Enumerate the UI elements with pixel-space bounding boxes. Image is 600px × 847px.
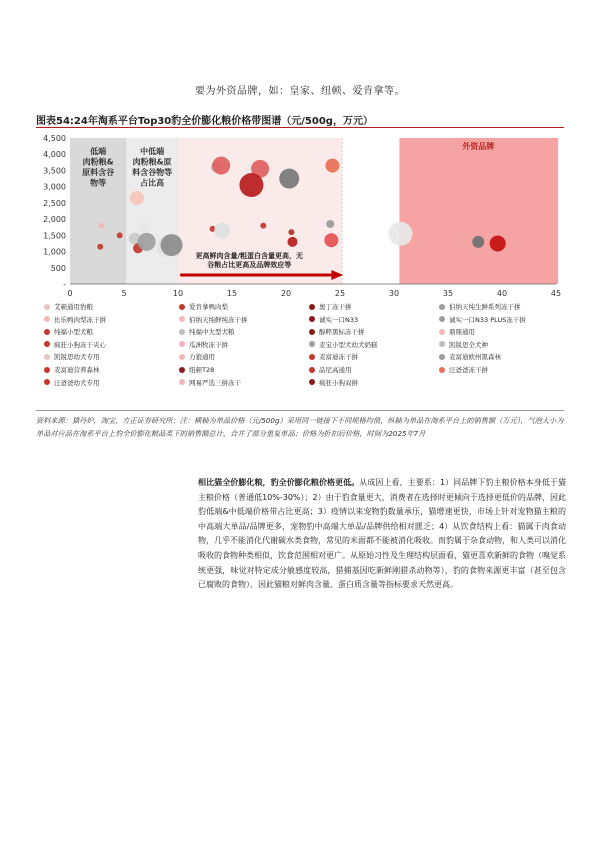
x-tick-label: 20 bbox=[280, 289, 292, 298]
bubble-point bbox=[279, 169, 299, 189]
body-text: 从成因上看，主要系：1）同品牌下豹主粮价格本身低于猫主粮价格（普通低10%-30%）；2）由于豹食量更大，消费者在选择时更倾向于选择更低价的品牌，因此豹低端&中低端价格带占比更高；3）疫情以来宠物豹数量承压，猫增速更快，市场上针对宠物猫主粮的中高端大单品/品牌更多，宠物豹中高端大单品/品牌供给相对匮乏；4）从饮食结构上看：猫属于肉食动物，几乎不能消化代谢碳水类食物，常见的米面都不能被消化吸收。而豹属于杂食动物，和人类可以消化吸收的食物种类相似，饮食范围相对更广。从原始习性及生理结构层面看，猫更喜欢新鲜的食物（嗅觉系统更强，味觉对特定成分敏感度较高，猎捕基因吃新鲜刚猎杀动物等），豹的食物来源更丰富（甚至包含已腐败的食物）。因此猫粮对鲜肉含量、蛋白质含量等指标要求天然更高。 bbox=[198, 478, 566, 590]
x-tick-label: 30 bbox=[388, 289, 400, 298]
x-tick-label: 40 bbox=[496, 289, 508, 298]
bubble-point bbox=[288, 229, 294, 235]
source-rule bbox=[36, 410, 564, 411]
legend-swatch bbox=[309, 316, 315, 322]
legend-item bbox=[179, 340, 228, 349]
bubble-point bbox=[98, 223, 104, 229]
legend-item bbox=[179, 352, 215, 361]
legend-swatch bbox=[309, 379, 315, 385]
legend-swatch bbox=[309, 329, 315, 335]
y-tick-label: 2,500 bbox=[43, 198, 66, 208]
bubble-point bbox=[138, 222, 148, 232]
legend-item bbox=[179, 365, 214, 374]
legend-item bbox=[44, 378, 100, 387]
bubble-point bbox=[325, 159, 339, 173]
x-tick-label: 35 bbox=[442, 289, 454, 298]
legend-label: 麦富迪冻干拼 bbox=[319, 353, 358, 362]
legend-swatch bbox=[309, 367, 315, 373]
legend-item bbox=[439, 340, 488, 349]
legend-label: 汪爸爸冻干拼 bbox=[449, 366, 488, 374]
legend-item bbox=[439, 315, 526, 324]
legend-item bbox=[44, 352, 100, 361]
legend-swatch bbox=[439, 341, 445, 347]
legend-label: 汪爸爸幼犬专用 bbox=[54, 378, 100, 387]
legend-label: 伯纳天纯生鲜系列冻干拼 bbox=[449, 303, 521, 311]
legend-label: 爱肯拿鸭肉梨 bbox=[189, 303, 228, 311]
legend-swatch bbox=[179, 304, 185, 310]
legend-label: 品尼高通用 bbox=[319, 366, 352, 374]
legend-item bbox=[309, 340, 378, 349]
source-note: 资料来源：猫丹炉，淘宝，方正证券研究所；注：横轴为单品价格（元/500g）采用同一链接下不同规格均值，纵轴为单品在淘系平台上的销售额（万元），气泡大小为单品对应品在淘系平台上豹全价膨化粮品类下的销售额总计，合并了部分重复单品；价格为折扣后价格，时间为2025年7月 bbox=[36, 416, 564, 438]
legend-item bbox=[439, 302, 521, 311]
legend-swatch bbox=[44, 329, 50, 335]
legend-label: 疯狂小狗冻干夹心 bbox=[54, 340, 106, 349]
legend-swatch bbox=[179, 316, 185, 322]
legend-item bbox=[44, 340, 106, 349]
bubble-point bbox=[130, 191, 144, 205]
bubble-point bbox=[388, 222, 412, 246]
legend-swatch bbox=[439, 367, 445, 373]
figure-title-rule bbox=[36, 127, 564, 128]
bubble-point bbox=[324, 233, 338, 247]
y-tick-label: 1,000 bbox=[43, 247, 66, 257]
bubble-point bbox=[212, 157, 230, 175]
legend-label: 凯锐思幼犬专用 bbox=[54, 353, 100, 362]
legend-swatch bbox=[309, 354, 315, 360]
legend-item bbox=[179, 315, 248, 324]
y-tick-label: 1,500 bbox=[43, 231, 66, 241]
legend-swatch bbox=[44, 367, 50, 373]
body-lead: 相比猫全价膨化粮，豹全价膨化粮价格更低。 bbox=[198, 478, 360, 487]
x-tick-label: 45 bbox=[550, 289, 562, 298]
y-tick-label: 4,500 bbox=[43, 134, 66, 143]
legend-item bbox=[179, 327, 235, 336]
legend-item bbox=[309, 378, 358, 387]
legend-swatch bbox=[44, 304, 50, 310]
legend-swatch bbox=[179, 367, 185, 373]
legend-item bbox=[309, 327, 365, 336]
legend-item bbox=[309, 365, 352, 374]
y-tick-label: - bbox=[63, 280, 66, 289]
legend-label: 奥丁冻干拼 bbox=[319, 303, 352, 311]
legend-swatch bbox=[309, 341, 315, 347]
bubble-point bbox=[214, 222, 230, 238]
legend-item bbox=[309, 315, 358, 324]
bubble-point bbox=[287, 237, 297, 247]
legend-swatch bbox=[439, 329, 445, 335]
legend-item bbox=[179, 302, 228, 311]
legend-item bbox=[44, 365, 100, 374]
intro-line: 要为外资品牌，如：皇家、纽顿、爱肯拿等。 bbox=[195, 86, 405, 97]
x-tick-label: 15 bbox=[226, 289, 238, 298]
legend-swatch bbox=[44, 379, 50, 385]
legend-label: 麦富迪营养森林 bbox=[54, 366, 100, 374]
bubble-chart bbox=[36, 130, 566, 300]
bubble-point bbox=[138, 233, 156, 251]
legend-swatch bbox=[439, 354, 445, 360]
legend-swatch bbox=[44, 341, 50, 347]
region-label-1: 中低端肉粉粮&原料含谷物等占比高 bbox=[132, 147, 173, 188]
bubble-point bbox=[239, 173, 263, 197]
x-tick-label: 5 bbox=[121, 289, 127, 298]
legend-swatch bbox=[44, 316, 50, 322]
y-tick-label: 2,000 bbox=[43, 215, 66, 225]
legend-item bbox=[309, 302, 352, 311]
figure-title: 图表54:24年淘系平台Top30豹全价膨化粮价格带图谱（元/500g，万元） bbox=[36, 116, 373, 127]
y-tick-label: 500 bbox=[50, 263, 66, 273]
y-tick-label: 3,000 bbox=[43, 182, 66, 192]
y-tick-label: 3,500 bbox=[43, 166, 66, 176]
legend-label: 麦宝小型犬幼犬奶糕 bbox=[319, 340, 378, 349]
legend-item bbox=[179, 378, 241, 387]
legend-swatch bbox=[439, 304, 445, 310]
legend-swatch bbox=[179, 379, 185, 385]
bubble-point bbox=[260, 223, 266, 229]
bubble-point bbox=[161, 234, 183, 256]
legend-swatch bbox=[179, 341, 185, 347]
bubble-point bbox=[472, 236, 484, 248]
legend-swatch bbox=[439, 316, 445, 322]
legend-swatch bbox=[44, 354, 50, 360]
legend-item bbox=[439, 365, 488, 374]
bubble-point bbox=[326, 220, 334, 228]
legend-label: 纽顿T28 bbox=[189, 366, 215, 374]
legend-label: 鼎鼎通用 bbox=[449, 328, 475, 337]
region-3 bbox=[399, 138, 558, 284]
legend-item bbox=[44, 302, 93, 311]
legend-label: 凯锐思全犬种 bbox=[449, 340, 488, 349]
legend-label: 诚实一口N33 bbox=[319, 315, 359, 324]
region-label-0: 低端肉粉粮&原料含谷物等 bbox=[82, 147, 115, 188]
legend-label: 麦富迪欧州黑森林 bbox=[449, 353, 501, 362]
x-tick-label: 25 bbox=[334, 289, 346, 298]
bubble-point bbox=[490, 235, 506, 251]
legend-label: 纯福中大型犬粮 bbox=[189, 328, 235, 337]
legend-item bbox=[439, 327, 475, 336]
region-label-3: 外资品牌 bbox=[462, 142, 495, 151]
legend-item bbox=[44, 315, 106, 324]
legend-swatch bbox=[179, 329, 185, 335]
legend-label: 诚实一口N33 PLUS冻干拼 bbox=[449, 315, 526, 324]
body-paragraph bbox=[198, 476, 566, 593]
legend-item bbox=[309, 352, 358, 361]
legend-label: 纯福小型犬粮 bbox=[54, 328, 93, 337]
legend-label: 比乐鸭肉梨冻干拼 bbox=[54, 315, 106, 324]
legend-label: 疯狂小狗双拼 bbox=[319, 378, 358, 387]
x-tick-label: 10 bbox=[172, 289, 184, 298]
legend-label: 醇粹黑标冻干拼 bbox=[319, 328, 365, 337]
legend-item bbox=[44, 327, 93, 336]
legend-label: 力狼通用 bbox=[189, 353, 215, 362]
legend-label: 伯纳天纯鲜纯冻干拼 bbox=[189, 315, 248, 324]
legend-swatch bbox=[309, 304, 315, 310]
legend-item bbox=[439, 352, 501, 361]
legend-swatch bbox=[179, 354, 185, 360]
legend-label: 瓜洲牧冻干拼 bbox=[189, 340, 228, 349]
bubble-point bbox=[97, 244, 103, 250]
legend-label: 网易严选三拼冻干 bbox=[189, 378, 241, 387]
legend-label: 艾顿通用豹粮 bbox=[54, 303, 93, 311]
x-tick-label: 0 bbox=[67, 289, 73, 298]
bubble-point bbox=[117, 232, 123, 238]
y-tick-label: 4,000 bbox=[43, 150, 66, 160]
annotation-text: 更高鲜肉含量/粗蛋白含量更高，无谷粮占比更高及品牌效应等 bbox=[195, 252, 304, 269]
